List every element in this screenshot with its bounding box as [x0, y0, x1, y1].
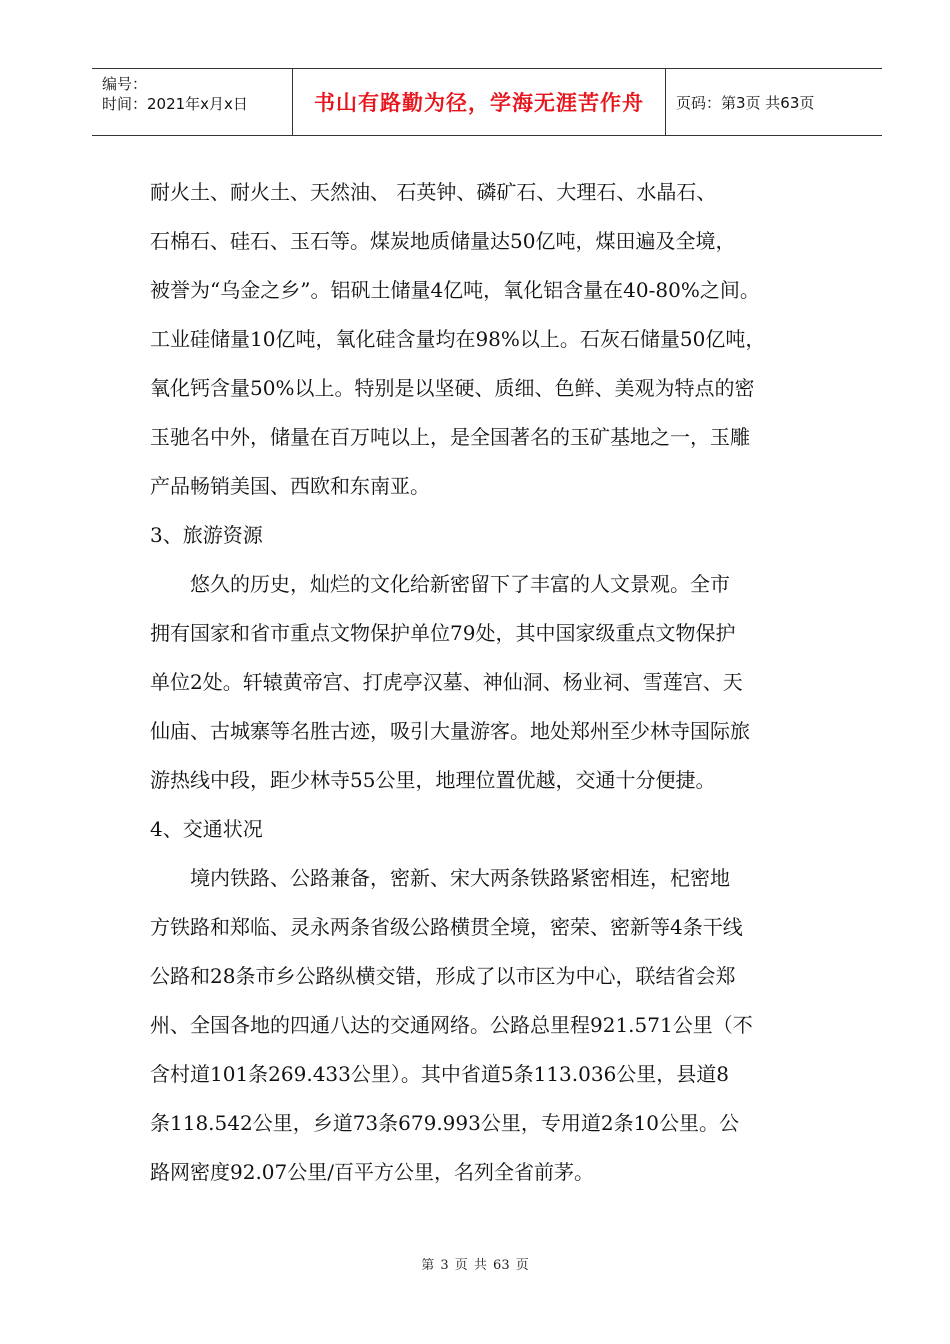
body-line: 境内铁路、公路兼备，密新、宋大两条铁路紧密相连，杞密地 — [190, 866, 730, 890]
body-line: 被誉为“乌金之乡”。铝矾土储量4亿吨，氧化铝含量在40-80%之间。 — [150, 278, 760, 302]
body-line: 石棉石、硅石、玉石等。煤炭地质储量达50亿吨，煤田遍及全境， — [150, 229, 736, 253]
body-line: 条118.542公里，乡道73条679.993公里，专用道2条10公里。公 — [150, 1111, 740, 1135]
body-line: 州、全国各地的四通八达的交通网络。公路总里程921.571公里（不 — [150, 1013, 753, 1037]
body-line: 工业硅储量10亿吨，氧化硅含量均在98%以上。石灰石储量50亿吨， — [150, 327, 766, 351]
section-heading-tourism: 3、旅游资源 — [150, 523, 263, 547]
code-label: 编号： — [102, 75, 148, 93]
page-footer: 第 3 页 共 63 页 — [421, 1258, 529, 1273]
date-line: 时间：2021年x月x日 — [102, 95, 248, 113]
body-line: 仙庙、古城寨等名胜古迹，吸引大量游客。地处郑州至少林寺国际旅 — [150, 719, 750, 743]
body-line: 氧化钙含量50%以上。特别是以坚硬、质细、色鲜、美观为特点的密 — [150, 376, 755, 400]
header-meta — [92, 69, 292, 135]
body-line: 拥有国家和省市重点文物保护单位79处，其中国家级重点文物保护 — [150, 621, 736, 645]
page-header — [92, 68, 882, 136]
body-line: 单位2处。轩辕黄帝宫、打虎亭汉墓、神仙洞、杨业祠、雪莲宫、天 — [150, 670, 743, 694]
body-line: 耐火土、耐火土、天然油、 石英钟、磷矿石、大理石、水晶石、 — [150, 180, 717, 204]
section-heading-transport: 4、交通状况 — [150, 817, 263, 841]
header-divider-right — [665, 69, 666, 135]
header-motto: 书山有路勤为径，学海无涯苦作舟 — [314, 91, 644, 115]
body-line: 含村道101条269.433公里）。其中省道5条113.036公里，县道8 — [150, 1062, 730, 1086]
body-line: 产品畅销美国、西欧和东南亚。 — [150, 474, 430, 498]
document-body — [150, 168, 840, 1197]
header-page-info: 页码：第3页 共63页 — [676, 93, 815, 112]
body-line: 玉驰名中外，储量在百万吨以上，是全国著名的玉矿基地之一，玉雕 — [150, 425, 750, 449]
body-line: 悠久的历史，灿烂的文化给新密留下了丰富的人文景观。全市 — [190, 572, 730, 596]
body-line: 公路和28条市乡公路纵横交错，形成了以市区为中心，联结省会郑 — [150, 964, 736, 988]
body-line: 方铁路和郑临、灵永两条省级公路横贯全境，密荣、密新等4条干线 — [150, 915, 743, 939]
body-line: 路网密度92.07公里/百平方公里，名列全省前茅。 — [150, 1160, 594, 1184]
body-line: 游热线中段，距少林寺55公里，地理位置优越，交通十分便捷。 — [150, 768, 716, 792]
